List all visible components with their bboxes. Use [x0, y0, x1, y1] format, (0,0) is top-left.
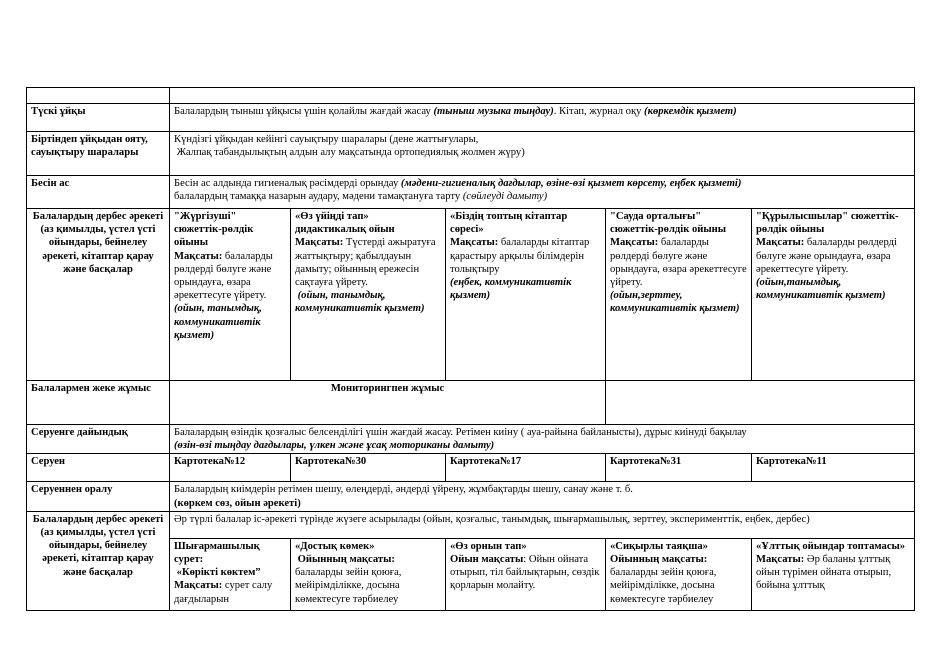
- individual-row: [27, 381, 915, 425]
- row-content: Балалардың өзіндік қозғалыс белсенділігі үшін жағдай жасау. Ретімен киіну ( ауа-райына байланысты), дұрыс киінуді бақылау (өзін-өзі тыңдау дағдылары, үлкен және ұсақ моториканы дамыту): [170, 425, 915, 454]
- schedule-table: [26, 87, 915, 611]
- empty-cell: [170, 88, 915, 104]
- activity-cell: Шығармашылық сурет: «Көрікті көктем” Мақсаты: сурет салу дағдыларын: [170, 538, 291, 610]
- empty-cell: [606, 381, 915, 425]
- sleep-row: [27, 104, 915, 132]
- activity-cell: «Өз үйіңді тап» дидактикалық ойын Мақсаты: Түстерді ажыратуға жаттықтыру; қабылдауын дамыту; ойынның ережесін сақтауға үйрету. (ойын, танымдық, коммуникативтік қызмет): [291, 209, 446, 381]
- activity-cell: «Өз орнын тап» Ойын мақсаты: Ойын ойната отырып, тіл байлықтарын, сөздік қорларын молайту.: [446, 538, 606, 610]
- row-label: Серуеннен оралу: [27, 482, 170, 511]
- row-label: Балалармен жеке жұмыс: [27, 381, 170, 425]
- return-row: [27, 482, 915, 511]
- activity-cell: «Достық көмек» Ойынның мақсаты: балаларды зейін қоюға, мейірімділікке, досына көмектесуге тәрбиелеу: [291, 538, 446, 610]
- card-cell: Картотека№30: [291, 454, 446, 482]
- card-cell: Картотека№11: [752, 454, 915, 482]
- activity-cell: «Біздің топтың кітаптар сөресі» Мақсаты: балаларды кітаптар қарастыру арқылы білімдерін толықтыру (еңбек, коммуникативтік қызмет): [446, 209, 606, 381]
- row-label: Серуен: [27, 454, 170, 482]
- snack-row: [27, 176, 915, 209]
- activity-cell: «Ұлттық ойындар топтамасы» Мақсаты: Әр баланы ұлттық ойын түрімен ойната отырып, бойына ұлттық: [752, 538, 915, 610]
- row-label: Балалардың дербес әрекеті (аз қимылды, үстел үсті ойындары, бейнелеу әрекеті, кітаптар қарау және басқалар: [27, 209, 170, 381]
- row-content: Күндізгі ұйқыдан кейінгі сауықтыру шаралары (дене жаттығулары, Жалпақ табандылықтың алдын алу мақсатында ортопедиялық жолмен жүру): [170, 132, 915, 176]
- row-content: Балалардың киімдерін ретімен шешу, өлеңдерді, әндерді үйрену, жұмбақтарды шешу, санау және т. б. (көркем сөз, ойын әрекеті): [170, 482, 915, 511]
- row-label: Бесін ас: [27, 176, 170, 209]
- row-label: Түскі ұйқы: [27, 104, 170, 132]
- wake-row: [27, 132, 915, 176]
- card-cell: Картотека№12: [170, 454, 291, 482]
- walk-prep-row: [27, 425, 915, 454]
- activity-cell: "Сауда орталығы" сюжеттік-рөлдік ойыны Мақсаты: балаларды рөлдерді бөлуге және орындауға, өзара әрекеттесуге үйрету. (ойын,зерттеу, коммуникативтік қызмет): [606, 209, 752, 381]
- activity2-intro-row: [27, 511, 915, 538]
- card-cell: Картотека№17: [446, 454, 606, 482]
- empty-cell: [27, 88, 170, 104]
- activity-cell: «Сиқырлы таяқша» Ойынның мақсаты: балаларды зейін қоюға, мейірімділікке, досына көмектесуге тәрбиелеу: [606, 538, 752, 610]
- walk-row: [27, 454, 915, 482]
- row-label: Серуенге дайындық: [27, 425, 170, 454]
- row-label: Балалардың дербес әрекеті (аз қимылды, үстел үсті ойындары, бейнелеу әрекеті, кітаптар қарау және басқалар: [27, 511, 170, 610]
- row-content: Әр түрлі балалар іс-әрекеті түрінде жүзеге асырылады (ойын, қозғалыс, танымдық, шығармашылық, зерттеу, эксперименттік, еңбек, дербес): [170, 511, 915, 538]
- row-content: Бесін ас алдында гигиеналық рәсімдерді орындау (мәдени-гигиеналық дағдылар, өзіне-өзі қызмет көрсету, еңбек қызметі) балалардың тамаққа назарын аудару, мәдени тамақтануға тарту (сөйлеуді дамыту): [170, 176, 915, 209]
- card-cell: Картотека№31: [606, 454, 752, 482]
- row-content: Балалардың тыныш ұйқысы үшін қолайлы жағдай жасау (тыныш музыка тыңдау). Кітап, журнал оқу (көркемдік қызмет): [170, 104, 915, 132]
- activity-cell: "Жүргізуші" сюжеттік-рөлдік ойыны Мақсаты: балаларды рөлдерді бөлуге және орындауға, өзара әрекеттесуге үйрету. (ойын, танымдық, коммуникативтік қызмет): [170, 209, 291, 381]
- row-content: Мониторингпен жұмыс: [170, 381, 606, 425]
- empty-header-row: [27, 88, 915, 104]
- activity-cell: "Құрылысшылар" сюжеттік-рөлдік ойыны Мақсаты: балаларды рөлдерді бөлуге және орындауға, өзара әрекеттесуге үйрету. (ойын,танымдық, коммуникативтік қызмет): [752, 209, 915, 381]
- activity1-row: [27, 209, 915, 381]
- row-label: Біртіндеп ұйқыдан ояту, сауықтыру шаралары: [27, 132, 170, 176]
